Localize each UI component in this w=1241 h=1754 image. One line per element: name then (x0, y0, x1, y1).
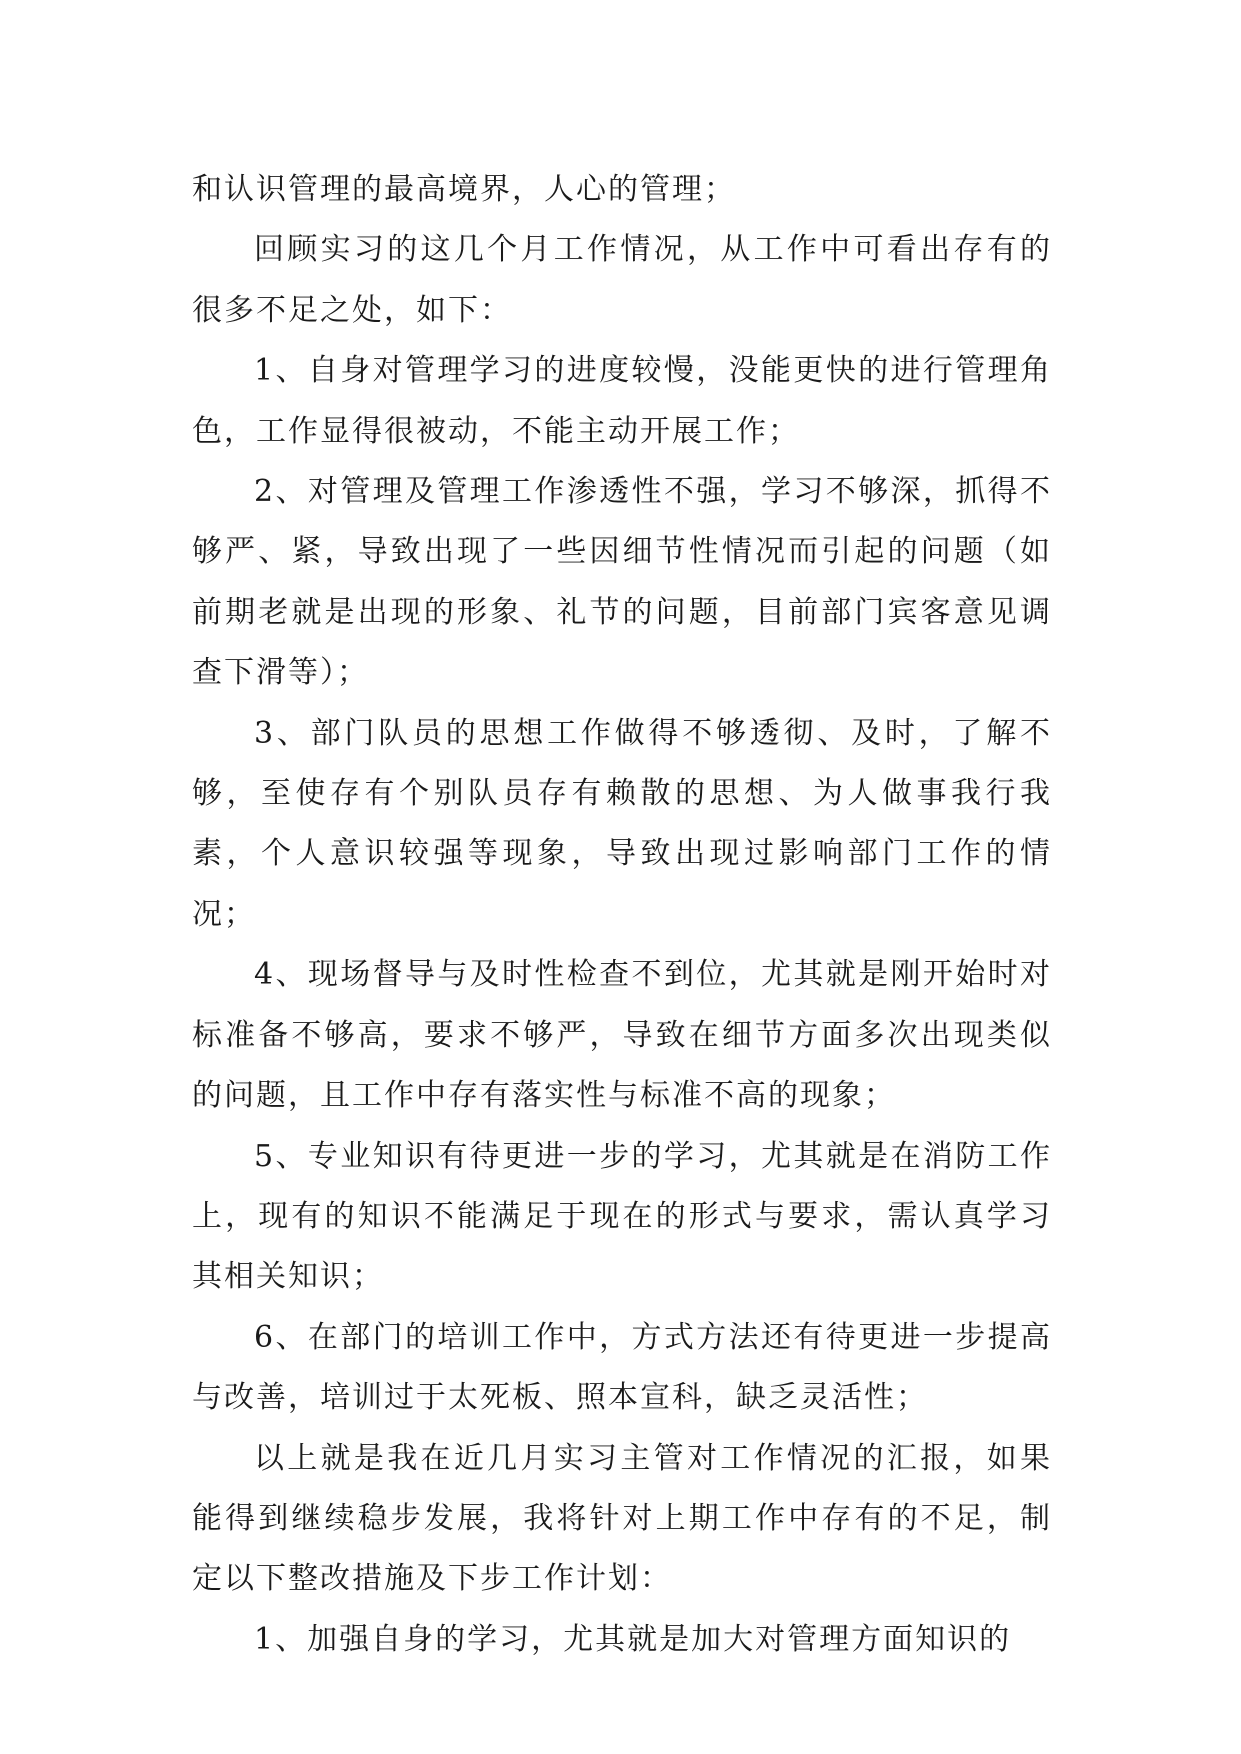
paragraph: 2、对管理及管理工作渗透性不强，学习不够深，抓得不够严、紧，导致出现了一些因细节性情况而引起的问题（如前期老就是出现的形象、礼节的问题，目前部门宾客意见调查下滑等）； (192, 474, 1052, 691)
paragraph: 6、在部门的培训工作中，方式方法还有待更进一步提高与改善，培训过于太死板、照本宣科，缺乏灵活性； (192, 1319, 1052, 1416)
paragraph: 5、专业知识有待更进一步的学习，尤其就是在消防工作上，现有的知识不能满足于现在的形式与要求，需认真学习其相关知识； (192, 1138, 1052, 1295)
paragraph: 4、现场督导与及时性检查不到位，尤其就是刚开始时对标准备不够高，要求不够严，导致在细节方面多次出现类似的问题，且工作中存有落实性与标准不高的现象； (192, 957, 1052, 1114)
paragraph: 和认识管理的最高境界，人心的管理； (192, 172, 736, 207)
document-body (192, 160, 1052, 1670)
paragraph: 以上就是我在近几月实习主管对工作情况的汇报，如果能得到继续稳步发展，我将针对上期工作中存有的不足，制定以下整改措施及下步工作计划： (192, 1440, 1052, 1597)
paragraph: 3、部门队员的思想工作做得不够透彻、及时，了解不够，至使存有个别队员存有赖散的思想、为人做事我行我素，个人意识较强等现象，导致出现过影响部门工作的情况； (192, 715, 1052, 932)
paragraph: 回顾实习的这几个月工作情况，从工作中可看出存有的很多不足之处，如下： (192, 232, 1052, 328)
paragraph: 1、加强自身的学习，尤其就是加大对管理方面知识的 (254, 1621, 1012, 1657)
paragraph: 1、自身对管理学习的进度较慢，没能更快的进行管理角色，工作显得很被动，不能主动开展工作； (192, 353, 1052, 449)
